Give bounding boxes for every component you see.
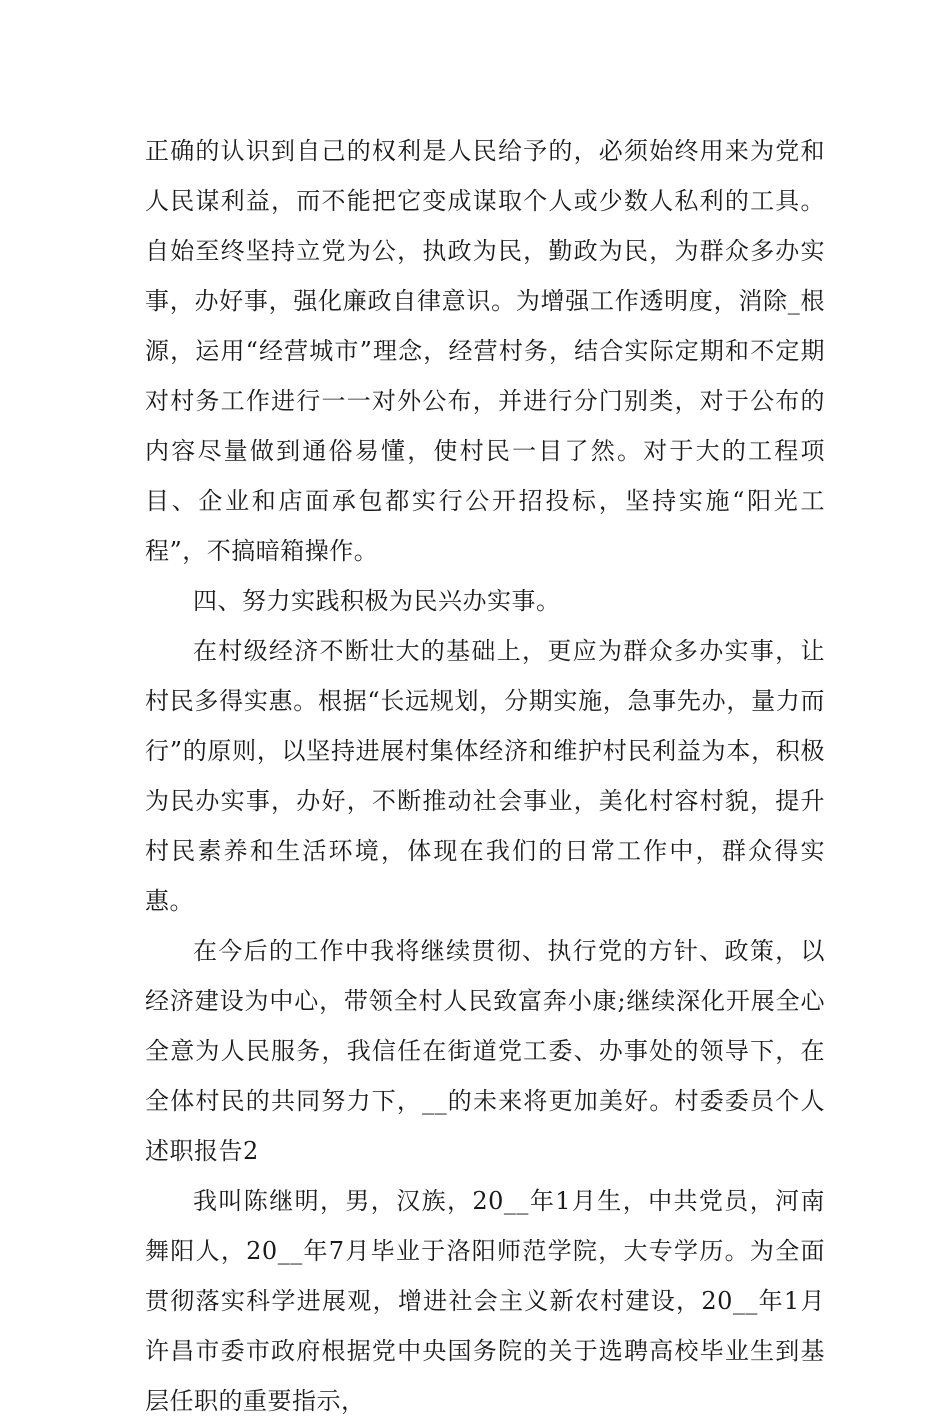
paragraph-5: 我叫陈继明，男，汉族，20__年1月生，中共党员，河南舞阳人，20__年7月毕业于洛阳师范学院，大专学历。为全面贯彻落实科学进展观，增进社会主义新农村建设，20__年1月许昌市委市政府根据党中央国务院的关于选聘高校毕业生到基层任职的重要指示， — [145, 1187, 825, 1415]
paragraph-2-section-heading: 四、努力实践积极为民兴办实事。 — [193, 587, 561, 615]
paragraph-3: 在村级经济不断壮大的基础上，更应为群众多办实事，让村民多得实惠。根据“长远规划，分期实施，急事先办，量力而行”的原则，以坚持进展村集体经济和维护村民利益为本，积极为民办实事，办好，不断推动社会事业，美化村容村貌，提升村民素养和生活环境，体现在我们的日常工作中，群众得实惠。 — [145, 637, 825, 915]
paragraph-1: 正确的认识到自己的权利是人民给予的，必须始终用来为党和人民谋利益，而不能把它变成谋取个人或少数人私利的工具。自始至终坚持立党为公，执政为民，勤政为民，为群众多办实事，办好事，强化廉政自律意识。为增强工作透明度，消除_根源，运用“经营城市”理念，经营村务，结合实际定期和不定期对村务工作进行一一对外公布，并进行分门别类，对于公布的内容尽量做到通俗易懂，使村民一目了然。对于大的工程项目、企业和店面承包都实行公开招投标，坚持实施“阳光工程”，不搞暗箱操作。 — [145, 137, 825, 565]
paragraph-4: 在今后的工作中我将继续贯彻、执行党的方针、政策，以经济建设为中心，带领全村人民致富奔小康;继续深化开展全心全意为人民服务，我信任在街道党工委、办事处的领导下，在全体村民的共同努力下，__的未来将更加美好。村委委员个人述职报告2 — [145, 937, 825, 1165]
document-body — [145, 126, 825, 1426]
